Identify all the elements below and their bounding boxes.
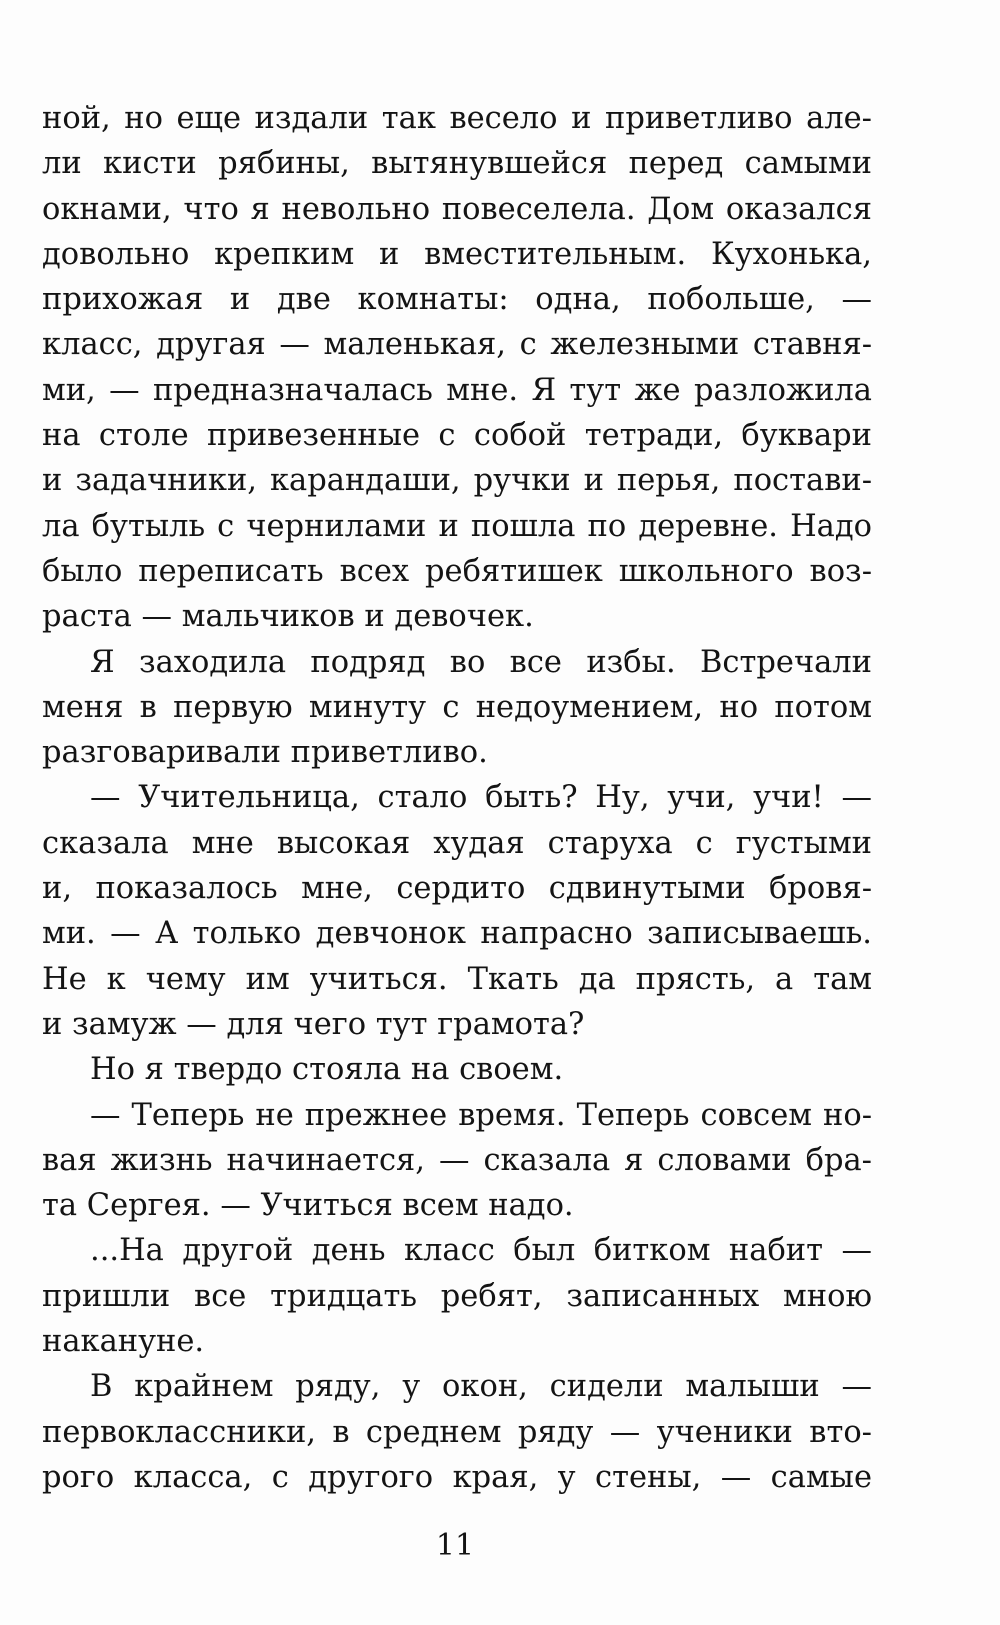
text-line: ми, — предназначалась мне. Я тут же разложила: [42, 372, 872, 408]
text-line: и, показалось мне, сердито сдвинутыми бровя-: [42, 871, 872, 907]
text-line: ми. — А только девчонок напрасно записываешь.: [42, 916, 872, 952]
text-line: ...На другой день класс был битком набит —: [90, 1233, 872, 1269]
text-line: разговаривали приветливо.: [42, 735, 488, 771]
text-line: на столе привезенные с собой тетради, буквари: [42, 418, 872, 454]
text-line: и замуж — для чего тут грамота?: [42, 1006, 585, 1042]
text-line: — Учительница, стало быть? Ну, учи, учи! —: [90, 780, 872, 816]
text-line: — Теперь не прежнее время. Теперь совсем но-: [90, 1097, 872, 1133]
text-line: класс, другая — маленькая, с железными ставня-: [42, 327, 872, 363]
text-line: пришли все тридцать ребят, записанных мною: [42, 1278, 872, 1314]
text-line: рого класса, с другого края, у стены, — самые: [42, 1459, 872, 1495]
body-text: [42, 96, 872, 1500]
text-line: меня в первую минуту с недоумением, но потом: [42, 689, 872, 725]
text-line: и задачники, карандаши, ручки и перья, постави-: [42, 463, 872, 499]
text-line: ла бутыль с чернилами и пошла по деревне. Надо: [42, 508, 872, 544]
text-line: та Сергея. — Учиться всем надо.: [42, 1188, 574, 1224]
text-line: довольно крепким и вместительным. Кухонька,: [42, 236, 872, 272]
text-line: Я заходила подряд во все избы. Встречали: [90, 644, 872, 680]
text-line: раста — мальчиков и девочек.: [42, 599, 534, 635]
text-line: В крайнем ряду, у окон, сидели малыши —: [90, 1369, 872, 1405]
text-line: ли кисти рябины, вытянувшейся перед самыми: [42, 146, 872, 182]
text-line: первоклассники, в среднем ряду — ученики вто-: [42, 1414, 872, 1450]
text-line: окнами, что я невольно повеселела. Дом оказался: [42, 191, 872, 227]
text-line: Не к чему им учиться. Ткать да прясть, а там: [42, 961, 872, 997]
text-line: прихожая и две комнаты: одна, побольше, —: [42, 282, 872, 318]
text-line: сказала мне высокая худая старуха с густыми: [42, 825, 872, 861]
text-line: накануне.: [42, 1324, 205, 1360]
page-number: 11: [435, 1528, 475, 1563]
text-line: Но я твердо стояла на своем.: [90, 1052, 564, 1088]
text-line: ной, но еще издали так весело и приветливо але-: [42, 101, 872, 136]
text-line: вая жизнь начинается, — сказала я словами бра-: [42, 1142, 872, 1178]
text-line: было переписать всех ребятишек школьного воз-: [42, 553, 872, 589]
